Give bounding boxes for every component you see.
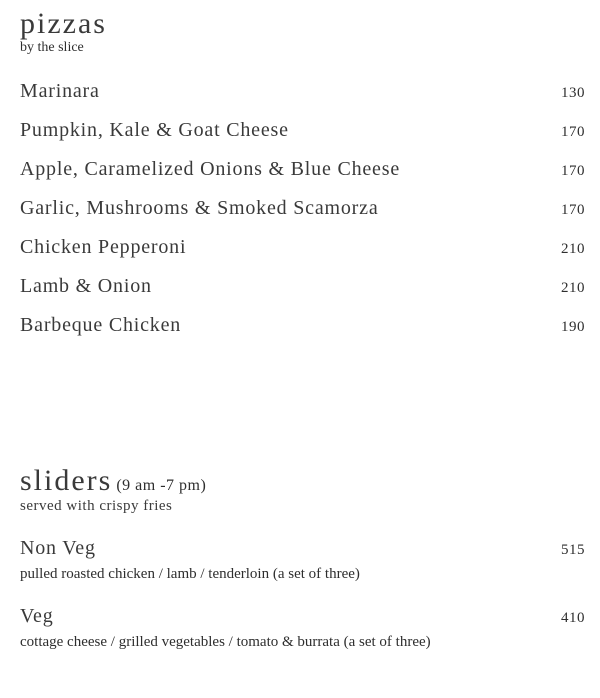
menu-item-pumpkin-kale-goat-cheese [20,119,585,158]
item-price: 170 [561,163,585,179]
item-name: Veg [20,605,54,627]
item-price: 130 [561,85,585,101]
menu-item-veg [20,605,585,651]
item-name: Lamb & Onion [20,275,152,297]
item-name: Apple, Caramelized Onions & Blue Cheese [20,158,400,180]
sliders-section-subtitle: served with crispy fries [20,498,173,514]
sliders-section-header [20,465,585,515]
menu-item-lamb-onion [20,275,585,314]
pizzas-section-subtitle: by the slice [20,40,84,55]
item-price: 170 [561,124,585,140]
item-description: pulled roasted chicken / lamb / tenderloin (a set of three) [20,566,360,582]
item-price: 170 [561,202,585,218]
menu-item-chicken-pepperoni [20,236,585,275]
menu-item-garlic-mushrooms-smoked-scamorza [20,197,585,236]
item-name: Garlic, Mushrooms & Smoked Scamorza [20,197,379,219]
item-price: 410 [561,610,585,626]
sliders-section-title: sliders [20,464,113,497]
item-price: 515 [561,542,585,558]
menu-item-barbeque-chicken [20,314,585,353]
sliders-section-hours: (9 am -7 pm) [116,477,207,494]
pizzas-item-list [20,80,585,353]
item-description: cottage cheese / grilled vegetables / tomato & burrata (a set of three) [20,634,431,650]
item-row [20,537,585,563]
item-name: Barbeque Chicken [20,314,182,336]
item-price: 210 [561,241,585,257]
item-name: Pumpkin, Kale & Goat Cheese [20,119,289,141]
menu-item-marinara [20,80,585,119]
pizzas-section-title: pizzas [20,7,107,40]
item-name: Non Veg [20,537,96,559]
item-name: Chicken Pepperoni [20,236,187,258]
menu-item-non-veg [20,537,585,583]
item-name: Marinara [20,80,100,102]
item-price: 190 [561,319,585,335]
item-price: 210 [561,280,585,296]
pizzas-section-header [20,8,585,56]
item-row [20,605,585,631]
sliders-title-line [20,465,585,497]
menu-item-apple-caramelized-onions-blue-cheese [20,158,585,197]
